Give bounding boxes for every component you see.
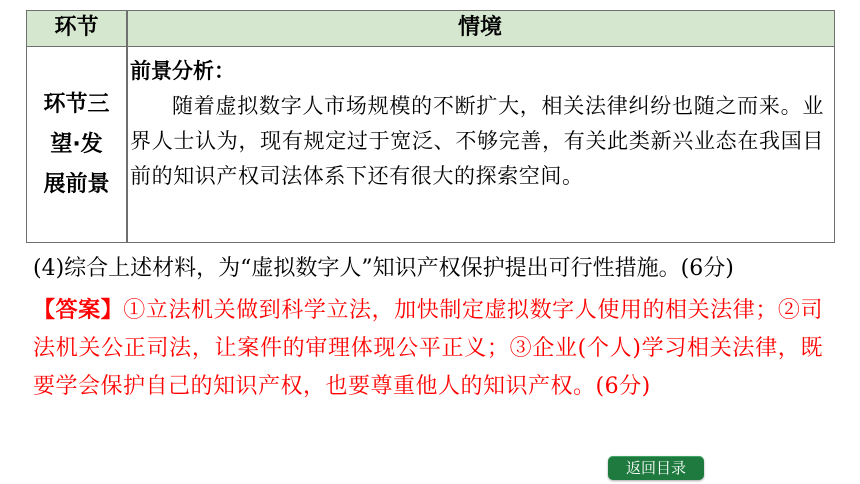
scene-title: 前景分析：: [130, 59, 235, 83]
stage-cell: [27, 47, 126, 243]
answer-text: ①立法机关做到科学立法，加快制定虚拟数字人使用的相关法律；②司法机关公正司法，让案件的审理体现公平正义；③企业(个人)学习相关法律，既要学会保护自己的知识产权，也要尊重他人的知识产权。(6分): [33, 298, 823, 399]
stage-label-line: 环节三: [43, 92, 110, 117]
return-to-contents-button[interactable]: 返回目录: [608, 456, 704, 480]
scenario-table: [26, 10, 835, 243]
stage-label-line: 展前景: [43, 172, 110, 197]
stage-label: [43, 85, 109, 205]
header-scene: 情境: [457, 15, 502, 40]
header-stage: 环节: [54, 15, 99, 40]
stage-label-line: 望·发: [50, 132, 103, 157]
answer-label: 【答案】: [33, 297, 124, 323]
answer-block: [33, 291, 823, 406]
scene-cell: [130, 51, 824, 194]
column-divider: [126, 11, 128, 242]
table-header-row: [27, 11, 834, 47]
question-text: (4)综合上述材料，为“虚拟数字人”知识产权保护提出可行性措施。(6分): [33, 256, 734, 281]
scene-text: 随着虚拟数字人市场规模的不断扩大，相关法律纠纷也随之而来。业界人士认为，现有规定过于宽泛、不够完善，有关此类新兴业态在我国目前的知识产权司法体系下还有很大的探索空间。: [130, 94, 824, 188]
